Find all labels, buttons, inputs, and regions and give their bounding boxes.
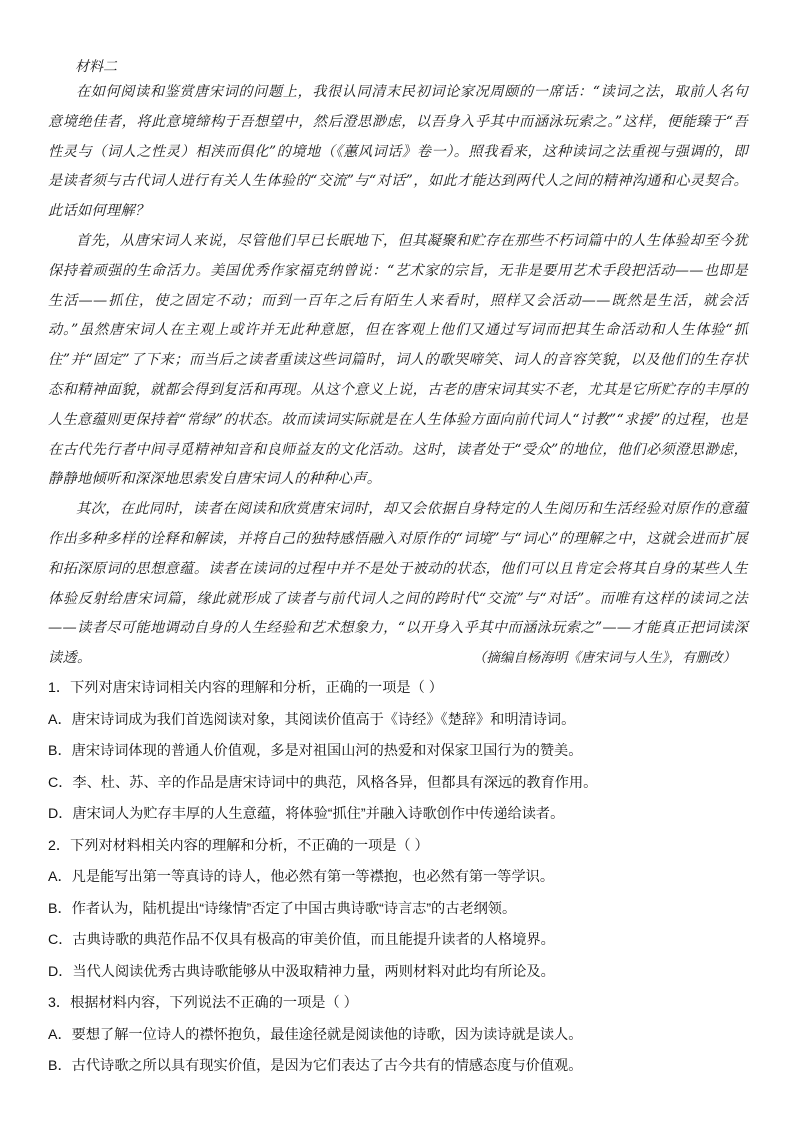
question-3-stem: 3．根据材料内容，下列说法不正确的一项是（ ） [48, 995, 358, 1011]
question-1-option-c[interactable]: C．李、杜、苏、辛的作品是唐宋诗词中的典范，风格各异，但都具有深远的教育作用。 [48, 774, 598, 791]
question-3-option-b[interactable]: B．古代诗歌之所以具有现实价值，是因为它们表达了古今共有的情感态度与价值观。 [48, 1058, 583, 1074]
question-1-option-a[interactable]: A．唐宋诗词成为我们首选阅读对象，其阅读价值高于《诗经》《楚辞》和明清诗词。 [48, 711, 576, 728]
question-2-option-d[interactable]: D．当代人阅读优秀古典诗歌能够从中汲取精神力量，两则材料对此均有所论及。 [48, 963, 555, 980]
question-1-stem: 1．下列对唐宋诗词相关内容的理解和分析，正确的一项是（ ） [48, 680, 443, 696]
questions-section [48, 673, 748, 1083]
question-1-option-b[interactable]: B．唐宋诗词体现的普通人价值观，多是对祖国山河的热爱和对保家卫国行为的赞美。 [48, 743, 583, 759]
question-2-option-c[interactable]: C．古典诗歌的典范作品不仅具有极高的审美价值，而且能提升读者的人格境界。 [48, 932, 555, 948]
material-source: （摘编自杨海明《唐宋词与人生》，有删改） [472, 650, 736, 666]
material-paragraph-2: 首先，从唐宋词人来说，尽管他们早已长眠地下，但其凝聚和贮存在那些不朽词篇中的人生体验却至今犹保持着顽强的生命活力。美国优秀作家福克纳曾说：“艺术家的宗旨，无非是要用艺术手段把活动——也即是生活——抓住，使之固定不动；而到一百年之后有陌生人来看时，照样又会活动——既然是生活，就会活动。”虽然唐宋词人在主观上或许并无此种意愿，但在客观上他们又通过写词而把其生命活动和人生体验“抓住”并“固定”了下来；而当后之读者重读这些词篇时，词人的歌哭啼笑、词人的音容笑貌，以及他们的生存状态和精神面貌，就都会得到复活和再现。从这个意义上说，古老的唐宋词其实不老，尤其是它所贮存的丰厚的人生意蕴则更保持着“常绿”的状态。故而读词实际就是在人生体验方面向前代词人“讨教”“求援”的过程，也是在古代先行者中间寻觅精神知音和良师益友的文化活动。这时，读者处于“受众”的地位，他们必须澄思渺虑，静静地倾听和深深地思索发自唐宋词人的种种心声。 [48, 232, 748, 488]
question-3-option-a[interactable]: A．要想了解一位诗人的襟怀抱负，最佳途径就是阅读他的诗歌，因为读诗就是读人。 [48, 1026, 583, 1043]
material-title: 材料二 [75, 59, 117, 75]
question-2-option-a[interactable]: A．凡是能写出第一等真诗的诗人，他必然有第一等襟抱，也必然有第一等学识。 [48, 869, 555, 885]
material-paragraph-3: 其次，在此同时，读者在阅读和欣赏唐宋词时，却又会依据自身特定的人生阅历和生活经验对原作的意蕴作出多种多样的诠释和解读，并将自己的独特感悟融入对原作的“词境”与“词心”的理解之中，这就会进而扩展和拓深原词的思想意蕴。读者在读词的过程中并不是处于被动的状态，他们可以且肯定会将其自身的某些人生体验反射给唐宋词篇，缘此就形成了读者与前代词人之间的跨时代“交流”与“对话”。而唯有这样的读词之法——读者尽可能地调动自身的人生经验和艺术想象力，“以开身入乎其中而涵泳玩索之”——才能真正把词读深读透。 [48, 501, 748, 667]
question-2-option-b[interactable]: B．作者认为，陆机提出“诗缘情”否定了中国古典诗歌“诗言志”的古老纲领。 [48, 900, 517, 917]
material-body [48, 78, 748, 674]
material-paragraph-1: 在如何阅读和鉴赏唐宋词的问题上，我很认同清末民初词论家况周颐的一席话：“读词之法，取前人名句意境绝佳者，将此意境缔构于吾想望中，然后澄思渺虑，以吾身入乎其中而涵泳玩索之。”这样，便能臻于“吾性灵与（词人之性灵）相浃而俱化”的境地（《蕙风词话》卷一）。照我看来，这种读词之法重视与强调的，即是读者须与古代词人进行有关人生体验的“交流”与“对话”，如此才能达到两代人之间的精神沟通和心灵契合。此话如何理解？ [48, 84, 748, 220]
question-1-option-d[interactable]: D．唐宋词人为贮存丰厚的人生意蕴，将体验“抓住”并融入诗歌创作中传递给读者。 [48, 806, 565, 822]
question-2-stem: 2．下列对材料相关内容的理解和分析，不正确的一项是（ ） [48, 837, 429, 854]
